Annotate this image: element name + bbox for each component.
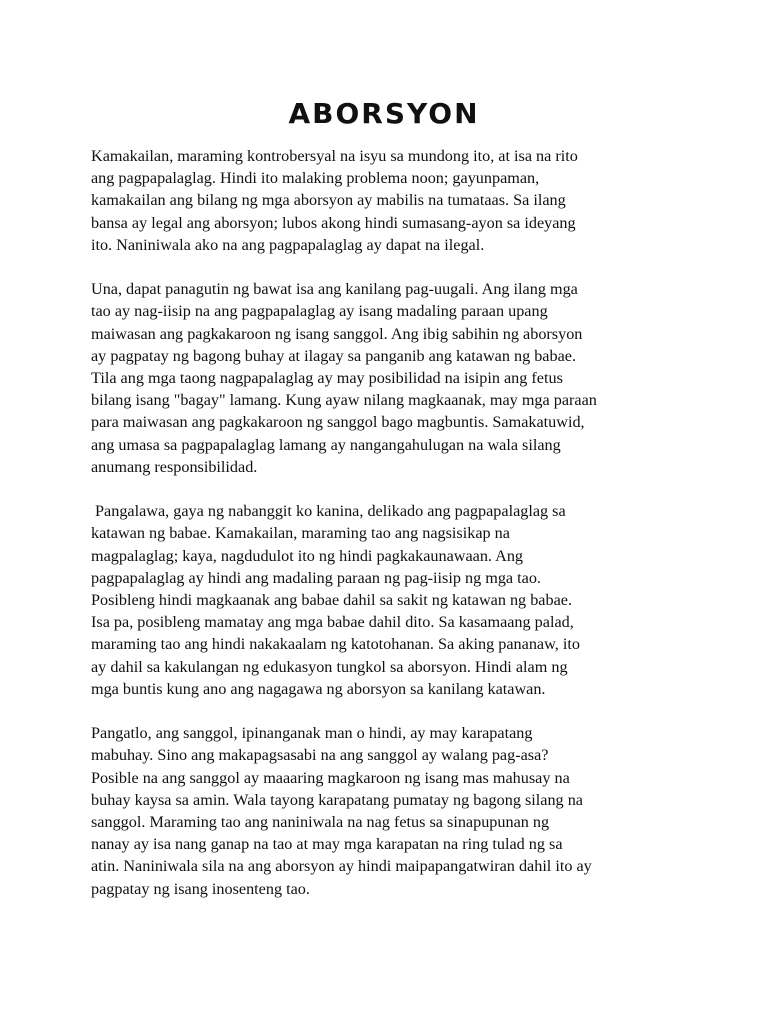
text-line: maiwasan ang pagkakaroon ng isang sanggol. Ang ibig sabihin ng aborsyon [91, 324, 583, 343]
text-line: pagpatay ng isang inosenteng tao. [91, 879, 310, 898]
text-line: ay pagpatay ng bagong buhay at ilagay sa panganib ang katawan ng babae. [91, 346, 577, 365]
text-line: bilang isang "bagay" lamang. Kung ayaw nilang magkaanak, may mga paraan [91, 391, 597, 410]
text-line: Posibleng hindi magkaanak ang babae dahil sa sakit ng katawan ng babae. [91, 591, 572, 610]
document-title: ABORSYON [288, 97, 480, 130]
text-line: Una, dapat panagutin ng bawat isa ang kanilang pag-uugali. Ang ilang mga [91, 280, 578, 299]
text-line: Pangatlo, ang sanggol, ipinanganak man o hindi, ay may karapatang [91, 724, 533, 743]
text-line: bansa ay legal ang aborsyon; lubos akong hindi sumasang-ayon sa ideyang [91, 213, 576, 232]
text-line: kamakailan ang bilang ng mga aborsyon ay mabilis na tumataas. Sa ilang [91, 191, 566, 210]
text-line: ay dahil sa kakulangan ng edukasyon tungkol sa aborsyon. Hindi alam ng [91, 657, 568, 676]
text-line: tao ay nag-iisip na ang pagpapalaglag ay isang madaling paraan upang [91, 302, 548, 321]
paragraph-3 [91, 500, 677, 700]
text-line: magpalaglag; kaya, nagdudulot ito ng hindi pagkakaunawaan. Ang [91, 546, 524, 565]
text-line: maraming tao ang hindi nakakaalam ng katotohanan. Sa aking pananaw, ito [91, 635, 580, 654]
paragraph-2 [91, 278, 677, 478]
paragraph-4 [91, 722, 677, 900]
text-line: ito. Naniniwala ako na ang pagpapalaglag ay dapat na ilegal. [91, 235, 485, 254]
text-line: ang pagpapalaglag. Hindi ito malaking problema noon; gayunpaman, [91, 169, 540, 188]
text-line: sanggol. Maraming tao ang naniniwala na nag fetus sa sinapupunan ng [91, 813, 550, 832]
text-line: pagpapalaglag ay hindi ang madaling paraan ng pag-iisip ng mga tao. [91, 568, 541, 587]
text-line: Kamakailan, maraming kontrobersyal na isyu sa mundong ito, at isa na rito [91, 147, 578, 165]
text-line: buhay kaysa sa amin. Wala tayong karapatang pumatay ng bagong silang na [91, 790, 583, 809]
text-line: katawan ng babae. Kamakailan, maraming tao ang nagsisikap na [91, 524, 510, 543]
text-line: para maiwasan ang pagkakaroon ng sanggol bago magbuntis. Samakatuwid, [91, 413, 585, 432]
text-line: mabuhay. Sino ang makapagsasabi na ang sanggol ay walang pag-asa? [91, 746, 549, 765]
text-line: mga buntis kung ano ang nagagawa ng aborsyon sa kanilang katawan. [91, 679, 546, 698]
text-line: Isa pa, posibleng mamatay ang mga babae dahil dito. Sa kasamaang palad, [91, 613, 574, 632]
text-line: anumang responsibilidad. [91, 457, 258, 476]
document-body [91, 145, 677, 922]
text-line: Pangalawa, gaya ng nabanggit ko kanina, delikado ang pagpapalaglag sa [91, 502, 566, 521]
paragraph-1 [91, 145, 677, 256]
text-line: Tila ang mga taong nagpapalaglag ay may posibilidad na isipin ang fetus [91, 369, 563, 388]
text-line: nanay ay isa nang ganap na tao at may mga karapatan na ring tulad ng sa [91, 835, 563, 854]
text-line: ang umasa sa pagpapalaglag lamang ay nangangahulugan na wala silang [91, 435, 561, 454]
text-line: Posible na ang sanggol ay maaaring magkaroon ng isang mas mahusay na [91, 768, 570, 787]
text-line: atin. Naniniwala sila na ang aborsyon ay hindi maipapangatwiran dahil ito ay [91, 857, 592, 876]
